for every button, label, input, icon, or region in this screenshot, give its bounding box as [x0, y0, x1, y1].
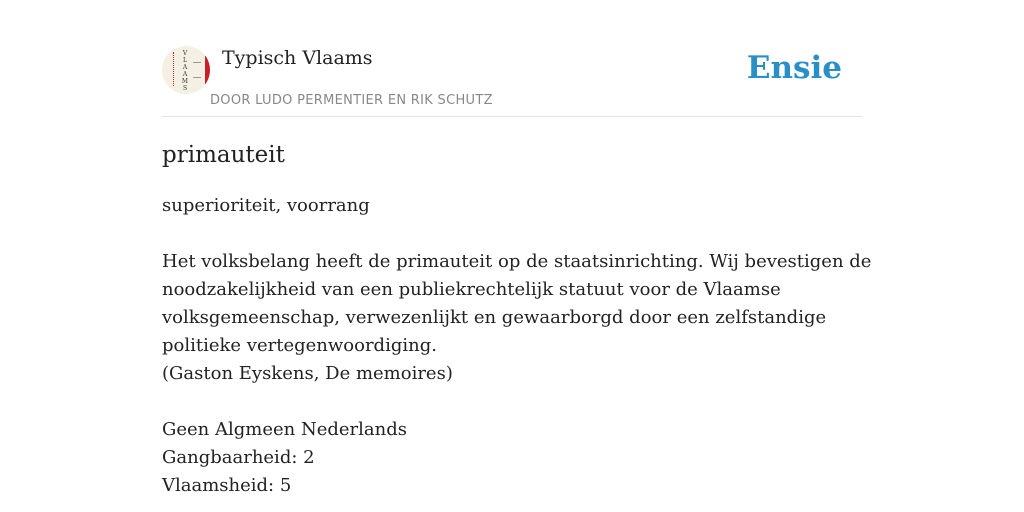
logo-letters: V L A A M S — [181, 50, 189, 92]
brand-logo[interactable]: Ensie — [746, 50, 842, 86]
entry-body — [162, 192, 872, 500]
entry-source: (Gaston Eyskens, De memoires) — [162, 363, 453, 384]
header — [162, 42, 862, 117]
logo-lines — [193, 62, 201, 78]
authors-byline: DOOR LUDO PERMENTIER EN RIK SCHUTZ — [210, 93, 493, 108]
entry-vlaamsheid: Vlaamsheid: 5 — [162, 475, 292, 496]
entry-note: Geen Algmeen Nederlands — [162, 419, 407, 440]
collection-title[interactable]: Typisch Vlaams — [222, 47, 373, 69]
entry-word: primauteit — [162, 142, 285, 168]
entry-content — [162, 140, 872, 500]
book-cover-logo-icon[interactable] — [162, 46, 210, 94]
entry-gangbaarheid: Gangbaarheid: 2 — [162, 447, 315, 468]
entry-quote: Het volksbelang heeft de primauteit op de staatsinrichting. Wij bevestigen de noodzakelijkheid van een publiekrechtelijk statuut voor de Vlaamse volksgemeenschap, verwezenlijkt en gewaarborgd door een zelfstandige politieke vertegenwoordiging. — [162, 251, 872, 356]
logo-red-bar — [205, 56, 210, 86]
entry-definition: superioriteit, voorrang — [162, 195, 370, 216]
logo-dotted-line — [173, 52, 177, 86]
